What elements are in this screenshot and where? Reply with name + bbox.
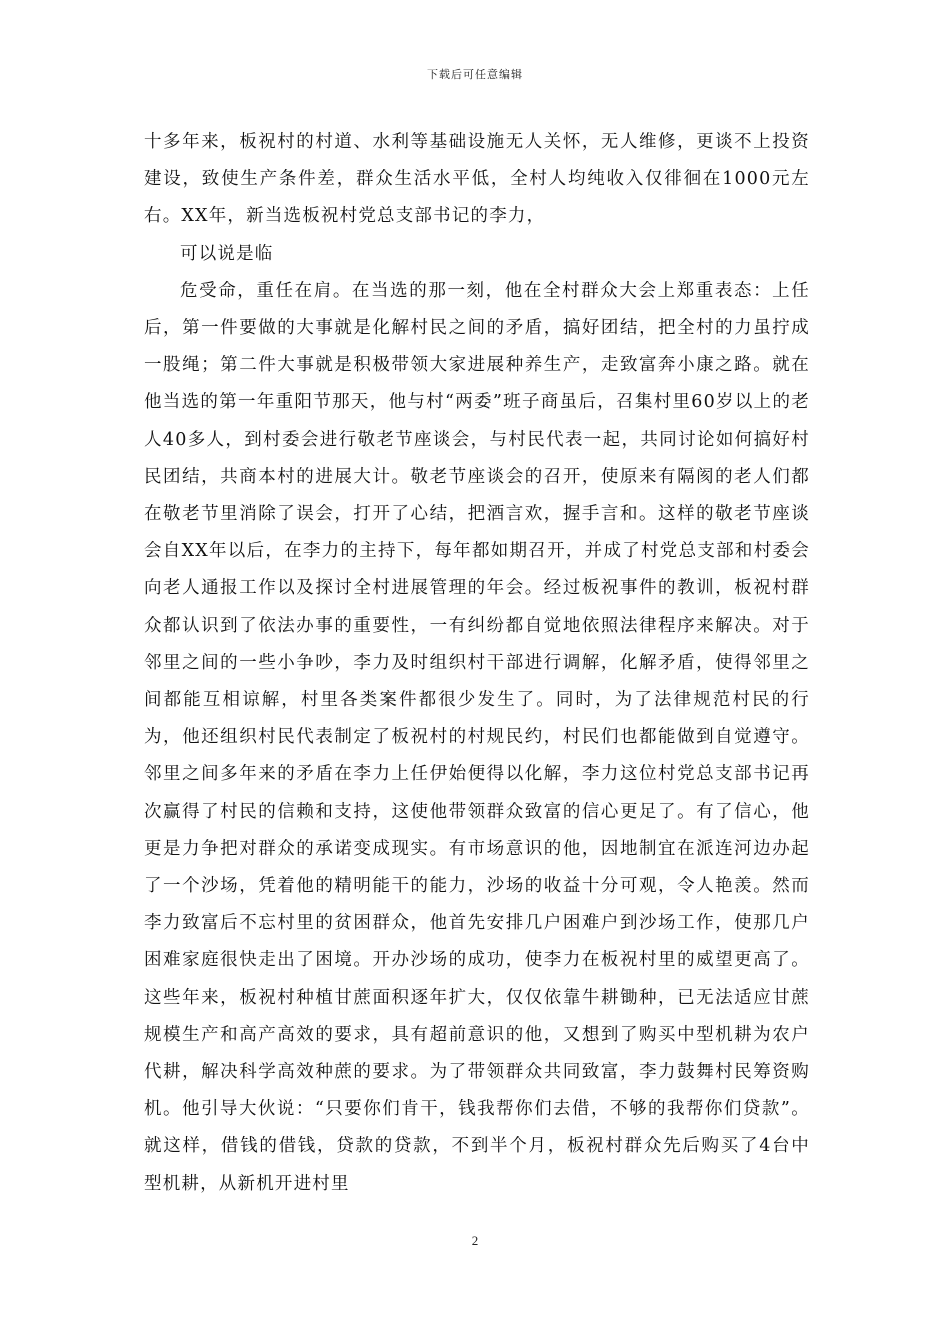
document-body	[144, 124, 810, 1203]
paragraph: 可以说是临	[180, 243, 274, 264]
page-number: 2	[471, 1233, 479, 1248]
page-header: 下载后可任意编辑	[427, 68, 523, 81]
paragraph: 危受命，重任在肩。在当选的那一刻，他在全村群众大会上郑重表态：上任后，第一件要做的大事就是化解村民之间的矛盾，搞好团结，把全村的力虽拧成一股绳；第二件大事就是积极带领大家进展种养生产，走致富奔小康之路。就在他当选的第一年重阳节那天，他与村“两委”班子商虽后，召集村里60岁以上的老人40多人，到村委会进行敬老节座谈会，与村民代表一起，共同讨论如何搞好村民团结，共商本村的进展大计。敬老节座谈会的召开，使原来有隔阂的老人们都在敬老节里消除了误会，打开了心结，把酒言欢，握手言和。这样的敬老节座谈会自XX年以后，在李力的主持下，每年都如期召开，并成了村党总支部和村委会向老人通报工作以及探讨全村进展管理的年会。经过板祝事件的教训，板祝村群众都认识到了依法办事的重要性，一有纠纷都自觉地依照法律程序来解决。对于邻里之间的一些小争吵，李力及时组织村干部进行调解，化解矛盾，使得邻里之间都能互相谅解，村里各类案件都很少发生了。同时，为了法律规范村民的行为，他还组织村民代表制定了板祝村的村规民约，村民们也都能做到自觉遵守。邻里之间多年来的矛盾在李力上任伊始便得以化解，李力这位村党总支部书记再次赢得了村民的信赖和支持，这使他带领群众致富的信心更足了。有了信心，他更是力争把对群众的承诺变成现实。有市场意识的他，因地制宜在派连河边办起了一个沙场，凭着他的精明能干的能力，沙场的收益十分可观，令人艳羡。然而李力致富后不忘村里的贫困群众，他首先安排几户困难户到沙场工作，使那几户困难家庭很快走出了困境。开办沙场的成功，使李力在板祝村里的威望更高了。这些年来，板祝村种植甘蔗面积逐年扩大，仅仅依靠牛耕锄种，已无法适应甘蔗规模生产和高产高效的要求，具有超前意识的他，又想到了购买中型机耕为农户代耕，解决科学高效种蔗的要求。为了带领群众共同致富，李力鼓舞村民筹资购机。他引导大伙说：“只要你们肯干，钱我帮你们去借，不够的我帮你们贷款”。就这样，借钱的借钱，贷款的贷款，不到半个月，板祝村群众先后购买了4台中型机耕，从新机开进村里	[144, 280, 810, 1194]
paragraph: 十多年来，板祝村的村道、水利等基础设施无人关怀，无人维修，更谈不上投资建设，致使生产条件差，群众生活水平低，全村人均纯收入仅徘徊在1000元左右。XX年，新当选板祝村党总支部书记的李力，	[144, 132, 810, 227]
